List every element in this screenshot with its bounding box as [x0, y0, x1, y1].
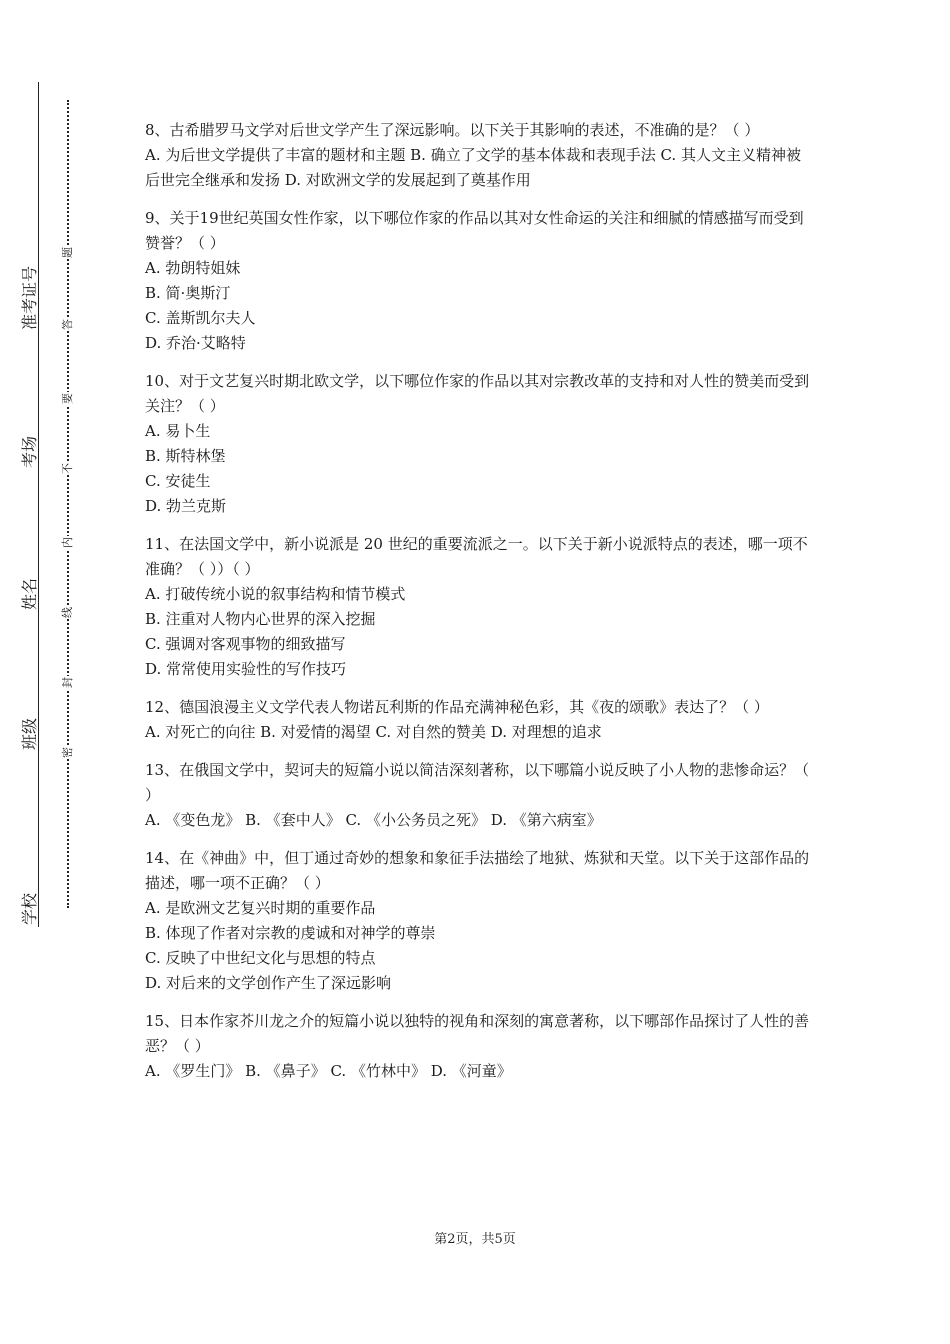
question-12 [145, 695, 810, 745]
question-stem: 9、关于19世纪英国女性作家，以下哪位作家的作品以其对女性命运的关注和细腻的情感描写而受到赞誉？（ ） [145, 209, 804, 252]
option-c: C. 盖斯凯尔夫人 [145, 309, 256, 327]
question-options: A. 《变色龙》 B. 《套中人》 C. 《小公务员之死》 D. 《第六病室》 [145, 811, 602, 829]
question-stem: 13、在俄国文学中，契诃夫的短篇小说以简洁深刻著称，以下哪篇小说反映了小人物的悲惨命运？（ ） [145, 761, 814, 804]
question-stem: 11、在法国文学中，新小说派是 20 世纪的重要流派之一。以下关于新小说派特点的表述，哪一项不准确？（ ））（ ） [145, 535, 808, 578]
option-d: D. 勃兰克斯 [145, 497, 227, 515]
question-stem: 8、古希腊罗马文学对后世文学产生了深远影响。以下关于其影响的表述，不准确的是？（ ） [145, 121, 760, 139]
binding-dotted-line [67, 100, 69, 908]
field-exam-number: 准考证号 [20, 265, 39, 330]
seal-char: 不 [61, 463, 74, 474]
option-d: D. 乔治·艾略特 [145, 334, 246, 352]
question-14 [145, 846, 810, 996]
option-b: B. 斯特林堡 [145, 447, 226, 465]
option-d: D. 对后来的文学创作产生了深远影响 [145, 974, 392, 992]
seal-char: 题 [61, 247, 74, 258]
page-number: 第2页，共5页 [434, 1232, 516, 1247]
option-a: A. 是欧洲文艺复兴时期的重要作品 [145, 899, 376, 917]
question-options: A. 为后世文学提供了丰富的题材和主题 B. 确立了文学的基本体裁和表现手法 C. 其人文主义精神被后世完全继承和发扬 D. 对欧洲文学的发展起到了奠基作用 [145, 146, 801, 189]
page-footer [0, 1228, 950, 1247]
option-a: A. 易卜生 [145, 422, 211, 440]
question-9 [145, 206, 810, 356]
option-a: A. 打破传统小说的叙事结构和情节模式 [145, 585, 406, 603]
seal-char: 线 [61, 607, 74, 618]
question-10 [145, 369, 810, 519]
seal-char: 内 [61, 537, 74, 548]
question-stem: 10、对于文艺复兴时期北欧文学，以下哪位作家的作品以其对宗教改革的支持和对人性的赞美而受到关注？（ ） [145, 372, 810, 415]
question-8 [145, 118, 810, 193]
question-list [145, 118, 814, 1097]
seal-char: 要 [61, 393, 74, 404]
option-c: C. 强调对客观事物的细致描写 [145, 635, 346, 653]
seal-char: 答 [61, 319, 74, 330]
question-15 [145, 1009, 810, 1084]
field-name: 姓名 [20, 577, 39, 610]
option-b: B. 简·奥斯汀 [145, 284, 231, 302]
seal-char: 封 [61, 677, 74, 688]
field-exam-room: 考场 [20, 435, 39, 468]
binding-solid-line [38, 82, 39, 927]
option-b: B. 注重对人物内心世界的深入挖掘 [145, 610, 376, 628]
seal-char: 密 [61, 747, 74, 758]
option-c: C. 安徒生 [145, 472, 211, 490]
field-class: 班级 [20, 717, 39, 750]
question-stem: 12、德国浪漫主义文学代表人物诺瓦利斯的作品充满神秘色彩，其《夜的颂歌》表达了？（ ） [145, 698, 769, 716]
field-school: 学校 [20, 892, 39, 925]
option-a: A. 勃朗特姐妹 [145, 259, 241, 277]
question-11 [145, 532, 810, 682]
binding-margin [0, 0, 90, 1344]
question-options: A. 对死亡的向往 B. 对爱情的渴望 C. 对自然的赞美 D. 对理想的追求 [145, 723, 602, 741]
option-d: D. 常常使用实验性的写作技巧 [145, 660, 347, 678]
question-options: A. 《罗生门》 B. 《鼻子》 C. 《竹林中》 D. 《河童》 [145, 1062, 512, 1080]
option-c: C. 反映了中世纪文化与思想的特点 [145, 949, 376, 967]
option-b: B. 体现了作者对宗教的虔诚和对神学的尊崇 [145, 924, 436, 942]
question-13 [145, 758, 814, 833]
question-stem: 14、在《神曲》中，但丁通过奇妙的想象和象征手法描绘了地狱、炼狱和天堂。以下关于这部作品的描述，哪一项不正确？（ ） [145, 849, 810, 892]
question-stem: 15、日本作家芥川龙之介的短篇小说以独特的视角和深刻的寓意著称，以下哪部作品探讨了人性的善恶？（ ） [145, 1012, 810, 1055]
